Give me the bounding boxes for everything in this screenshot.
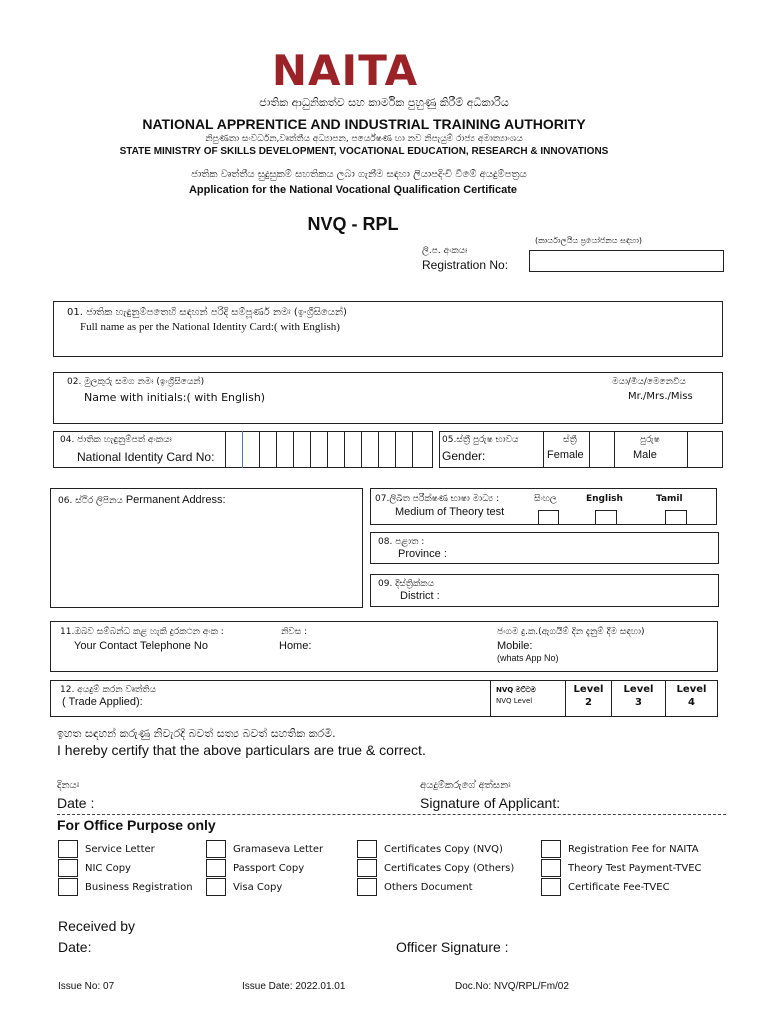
received-by-label: Received by bbox=[58, 918, 136, 934]
nic-digit-divider bbox=[378, 431, 379, 468]
office-use-note: (කාර්යාලයීය ප්‍රයෝජනය සඳහා) bbox=[535, 236, 642, 245]
nvq-level-label-si: NVQ මට්ටම bbox=[496, 686, 536, 694]
ministry-en: STATE MINISTRY OF SKILLS DEVELOPMENT, VOCATIONAL EDUCATION, RESEARCH & INNOVATIONS bbox=[119, 146, 609, 157]
nic-digit-divider bbox=[361, 431, 362, 468]
nic-digit-divider bbox=[412, 431, 413, 468]
officer-signature-label: Officer Signature : bbox=[396, 939, 509, 955]
home-phone-label: Home: bbox=[279, 640, 312, 652]
date-label-si: දිනයඃ bbox=[57, 780, 80, 791]
male-checkbox[interactable] bbox=[688, 432, 722, 467]
female-label: Female bbox=[547, 449, 584, 461]
nic-digit-divider bbox=[395, 431, 396, 468]
others-document-label: Others Document bbox=[384, 882, 473, 893]
theory-test-payment-checkbox[interactable] bbox=[541, 859, 561, 877]
nvq-level-label: NVQ Level bbox=[496, 697, 533, 705]
medium-tamil-checkbox[interactable] bbox=[665, 510, 687, 525]
certificates-nvq-label: Certificates Copy (NVQ) bbox=[384, 844, 503, 855]
nic-digit-divider bbox=[327, 431, 328, 468]
office-date-label: Date: bbox=[58, 939, 92, 955]
gender-label: Gender: bbox=[442, 449, 486, 463]
male-label-si: පුරුෂ bbox=[640, 435, 660, 445]
level-2-number: 2 bbox=[585, 697, 592, 708]
female-label-si: ස්ත්‍රී bbox=[563, 435, 577, 445]
province-label-si: 08. පළාත : bbox=[378, 537, 425, 547]
nic-digit-divider bbox=[310, 431, 311, 468]
service-letter-checkbox[interactable] bbox=[58, 840, 78, 858]
nic-copy-label: NIC Copy bbox=[85, 863, 131, 874]
trade-label: ( Trade Applied): bbox=[62, 696, 143, 708]
medium-label: Medium of Theory test bbox=[395, 506, 505, 518]
district-label-si: 09. දිස්ත්‍රික්කය bbox=[378, 579, 435, 589]
contact-label-si: 11.ඔබව සම්බන්ධ කළ හැකි දුරකථන අංක : bbox=[60, 627, 224, 637]
home-phone-label-si: නිවස : bbox=[281, 627, 308, 637]
contact-label: Your Contact Telephone No bbox=[74, 640, 208, 652]
certificates-others-checkbox[interactable] bbox=[357, 859, 377, 877]
nic-digit-divider bbox=[344, 431, 345, 468]
document-number: Doc.No: NVQ/RPL/Fm/02 bbox=[455, 981, 569, 992]
level-3-option[interactable] bbox=[612, 684, 665, 708]
ministry-si: නිපුණතා සංවර්ධන,වෘත්තීය අධ්‍යාපන, පර්යේෂණ හා නව නිපැයුම් රාජ්‍ය අමාත්‍යාංශය bbox=[205, 134, 523, 144]
registration-label-si: ලි.ප. අංකයඃ bbox=[422, 246, 468, 256]
trade-divider bbox=[490, 680, 491, 717]
full-name-label: Full name as per the National Identity Card:( with English) bbox=[80, 321, 340, 333]
business-registration-label: Business Registration bbox=[85, 882, 193, 893]
female-checkbox[interactable] bbox=[590, 432, 614, 467]
certificate-fee-checkbox[interactable] bbox=[541, 878, 561, 896]
level-2-label: Level bbox=[573, 684, 604, 695]
registration-label: Registration No: bbox=[422, 258, 509, 272]
nic-digit-divider bbox=[293, 431, 294, 468]
trade-label-si: 12. අයදුම් කරන වෘත්තිය bbox=[60, 685, 156, 695]
province-label: Province : bbox=[398, 548, 447, 560]
visa-copy-label: Visa Copy bbox=[233, 882, 283, 893]
title-label: Mr./Mrs./Miss bbox=[628, 391, 693, 402]
mobile-label-si: ජංගම දු.ක.(ඇගයීම් දින දැනුම් දීම සඳහා) bbox=[497, 627, 645, 637]
nic-digit-divider bbox=[259, 431, 260, 468]
registration-fee-checkbox[interactable] bbox=[541, 840, 561, 858]
gender-divider bbox=[543, 431, 544, 468]
whatsapp-label: (whats App No) bbox=[497, 653, 559, 663]
male-label: Male bbox=[633, 449, 657, 461]
naita-logo: NAITA bbox=[271, 46, 419, 95]
issue-date: Issue Date: 2022.01.01 bbox=[242, 981, 346, 992]
permanent-address-field[interactable] bbox=[50, 488, 363, 608]
gender-divider bbox=[614, 431, 615, 468]
nic-digit-divider bbox=[242, 431, 243, 468]
signature-label: Signature of Applicant: bbox=[420, 795, 561, 811]
form-title: NVQ - RPL bbox=[307, 214, 399, 234]
name-initials-label: Name with initials:( with English) bbox=[84, 391, 266, 404]
level-2-option[interactable] bbox=[566, 684, 611, 708]
certification-text: I hereby certify that the above particulars are true & correct. bbox=[57, 742, 426, 758]
title-label-si: මයා/මිය/මෙනෙවිය bbox=[612, 377, 686, 387]
application-si: ජාතික වෘත්තීය සුදුසුකම් සහතිකය ලබා ගැනීම සඳහා ලියාපදිංචි වීමේ අයදුම්පත්‍රය bbox=[191, 169, 527, 180]
registration-number-field[interactable] bbox=[529, 250, 724, 272]
nic-digit-divider bbox=[276, 431, 277, 468]
gramaseva-letter-label: Gramaseva Letter bbox=[233, 844, 324, 855]
level-3-label: Level bbox=[623, 684, 654, 695]
nic-label: National Identity Card No: bbox=[77, 450, 215, 464]
nic-copy-checkbox[interactable] bbox=[58, 859, 78, 877]
date-label: Date : bbox=[57, 795, 95, 811]
permanent-address-label bbox=[58, 494, 226, 506]
certificates-others-label: Certificates Copy (Others) bbox=[384, 863, 515, 874]
level-4-number: 4 bbox=[688, 697, 695, 708]
service-letter-label: Service Letter bbox=[85, 844, 155, 855]
medium-sinhala-checkbox[interactable] bbox=[538, 510, 559, 525]
level-4-option[interactable] bbox=[666, 684, 717, 708]
nic-label-si: 04. ජාතික හැඳුනුම්පත් අංකයඃ bbox=[60, 435, 172, 445]
signature-label-si: අයදුම්කරුගේ අත්සනඃ bbox=[420, 780, 511, 791]
issue-number: Issue No: 07 bbox=[58, 981, 115, 992]
passport-copy-checkbox[interactable] bbox=[206, 859, 226, 877]
gramaseva-letter-checkbox[interactable] bbox=[206, 840, 226, 858]
name-initials-label-si: 02. මුලකුරු සමග නමඃ (ඉංග්‍රීසියෙන්) bbox=[67, 377, 205, 387]
org-name-en: NATIONAL APPRENTICE AND INDUSTRIAL TRAINING AUTHORITY bbox=[142, 116, 586, 132]
permanent-address-label-si: 06. ස්ථිර ලිපිනය bbox=[58, 496, 123, 506]
medium-sinhala-label: සිංහල bbox=[534, 494, 557, 504]
medium-english-label: English bbox=[586, 494, 623, 504]
certificate-fee-label: Certificate Fee-TVEC bbox=[568, 882, 670, 893]
mobile-label: Mobile: bbox=[497, 640, 533, 652]
office-title: For Office Purpose only bbox=[57, 817, 216, 833]
theory-test-payment-label: Theory Test Payment-TVEC bbox=[568, 863, 702, 874]
nic-digit-divider bbox=[225, 431, 226, 468]
level-4-label: Level bbox=[676, 684, 707, 695]
visa-copy-checkbox[interactable] bbox=[206, 878, 226, 896]
certification-text-si: ඉහත සඳහන් කරුණු නිවැරදි බවත් සත්‍ය බවත් සහතික කරමි. bbox=[57, 727, 336, 740]
registration-fee-label: Registration Fee for NAITA bbox=[568, 844, 699, 855]
district-label: District : bbox=[400, 590, 440, 602]
level-3-number: 3 bbox=[635, 697, 642, 708]
medium-english-checkbox[interactable] bbox=[595, 510, 617, 525]
medium-label-si: 07.ලිඛිත පරීක්ෂණ භාෂා මාධ්‍ය : bbox=[375, 494, 500, 504]
passport-copy-label: Passport Copy bbox=[233, 863, 305, 874]
permanent-address-label-en: Permanent Address: bbox=[125, 494, 226, 506]
certificates-nvq-checkbox[interactable] bbox=[357, 840, 377, 858]
others-document-checkbox[interactable] bbox=[357, 878, 377, 896]
medium-tamil-label: Tamil bbox=[656, 494, 683, 504]
gender-label-si: 05.ස්ත්‍රී පුරුෂ භාවය bbox=[442, 435, 519, 445]
business-registration-checkbox[interactable] bbox=[58, 878, 78, 896]
full-name-label-si: 01. ජාතික හැඳුනුම්පතෙහි සඳහන් පරිදි සම්පූර්ණ නමඃ (ඉංග්‍රීසියෙන්) bbox=[67, 307, 347, 318]
nic-digit-boxes[interactable] bbox=[225, 431, 433, 468]
application-en: Application for the National Vocational Qualification Certificate bbox=[188, 184, 517, 196]
office-divider bbox=[57, 814, 726, 815]
org-name-si: ජාතික ආධුනිකත්ව සහ කාර්මික පුහුණු කිරීම් අධිකාරිය bbox=[259, 96, 509, 109]
